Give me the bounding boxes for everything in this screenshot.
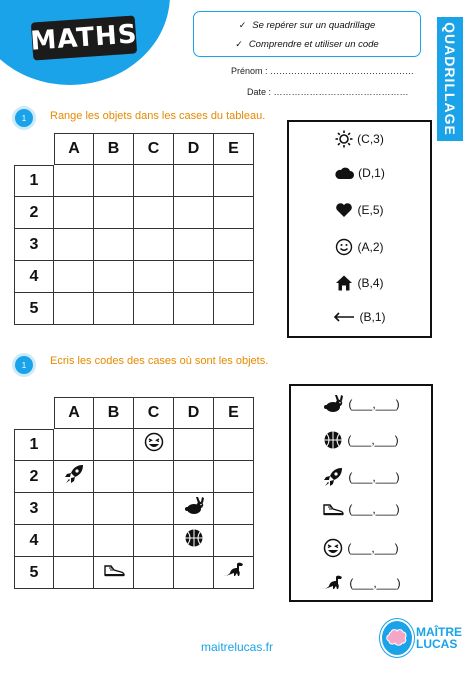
sneaker-icon bbox=[103, 563, 125, 582]
legend-code: (___,___) bbox=[348, 502, 400, 516]
grid-cell[interactable] bbox=[134, 229, 174, 261]
legend-item bbox=[291, 466, 431, 488]
legend-code: (___,___) bbox=[348, 470, 400, 484]
grid-column-header: A bbox=[54, 397, 94, 429]
legend-item bbox=[289, 166, 430, 180]
cloud-icon bbox=[334, 166, 354, 180]
legend-code: (B,4) bbox=[357, 276, 384, 290]
rocket-icon bbox=[63, 463, 85, 490]
grid-cell[interactable] bbox=[214, 493, 254, 525]
brain-icon bbox=[380, 619, 414, 657]
grid-cell[interactable] bbox=[94, 261, 134, 293]
grid-column-header: B bbox=[94, 133, 134, 165]
rabbit-icon bbox=[322, 394, 344, 414]
grid-corner bbox=[14, 397, 54, 429]
dinosaur-icon bbox=[222, 561, 246, 584]
grid-row-header: 5 bbox=[14, 557, 54, 589]
rocket-icon bbox=[322, 466, 344, 488]
legend-code: (___,___) bbox=[347, 433, 399, 447]
legend-item bbox=[289, 202, 430, 218]
grid-cell[interactable] bbox=[174, 429, 214, 461]
grid-row-header: 1 bbox=[14, 165, 54, 197]
grid-exercise-1 bbox=[14, 133, 254, 325]
grid-cell[interactable] bbox=[54, 493, 94, 525]
objective-text: Comprendre et utiliser un code bbox=[248, 39, 379, 50]
grid-cell[interactable] bbox=[94, 461, 134, 493]
grid-column-header: D bbox=[174, 397, 214, 429]
grid-cell[interactable] bbox=[94, 525, 134, 557]
grid-column-header: D bbox=[174, 133, 214, 165]
grid-cell[interactable] bbox=[134, 525, 174, 557]
grid-cell[interactable] bbox=[214, 165, 254, 197]
legend-item bbox=[291, 394, 431, 414]
grid-exercise-2 bbox=[14, 397, 254, 589]
grid-cell[interactable] bbox=[54, 165, 94, 197]
check-icon: ✓ bbox=[235, 39, 243, 49]
grid-cell[interactable] bbox=[214, 229, 254, 261]
legend-item bbox=[289, 130, 430, 148]
grid-cell[interactable] bbox=[174, 229, 214, 261]
sun-icon bbox=[335, 130, 353, 148]
arrow-left-icon bbox=[333, 312, 355, 322]
legend-code: (D,1) bbox=[358, 166, 385, 180]
grid-cell[interactable] bbox=[54, 229, 94, 261]
legend-code: (___,___) bbox=[348, 397, 400, 411]
dinosaur-icon bbox=[321, 574, 345, 592]
exercise-number: 1 bbox=[15, 356, 33, 374]
objective-text: Se repérer sur un quadrillage bbox=[252, 20, 376, 31]
logo-text-bottom: LUCAS bbox=[416, 637, 458, 651]
grid-cell[interactable] bbox=[214, 429, 254, 461]
legend-item bbox=[289, 238, 430, 256]
grid-cell[interactable] bbox=[134, 429, 174, 461]
grid-column-header: A bbox=[54, 133, 94, 165]
grid-cell[interactable] bbox=[134, 165, 174, 197]
grid-row-header: 2 bbox=[14, 461, 54, 493]
grid-cell[interactable] bbox=[94, 293, 134, 325]
grid-cell[interactable] bbox=[54, 293, 94, 325]
grid-row-header: 2 bbox=[14, 197, 54, 229]
legend-exercise-1 bbox=[287, 120, 432, 338]
exercise-number: 1 bbox=[15, 109, 33, 127]
rabbit-icon bbox=[183, 496, 205, 521]
grid-cell[interactable] bbox=[94, 493, 134, 525]
grid-row-header: 1 bbox=[14, 429, 54, 461]
grid-cell[interactable] bbox=[174, 165, 214, 197]
grid-cell[interactable] bbox=[134, 197, 174, 229]
grid-cell[interactable] bbox=[214, 261, 254, 293]
grid-row-header: 4 bbox=[14, 525, 54, 557]
heart-icon bbox=[335, 202, 353, 218]
grid-cell[interactable] bbox=[214, 293, 254, 325]
objective-item bbox=[202, 35, 412, 54]
grid-row-header: 4 bbox=[14, 261, 54, 293]
grid-column-header: C bbox=[134, 133, 174, 165]
objectives-box bbox=[193, 11, 421, 57]
basketball-icon bbox=[323, 430, 343, 450]
legend-exercise-2 bbox=[289, 384, 433, 602]
legend-item bbox=[291, 574, 431, 592]
grid-cell[interactable] bbox=[174, 557, 214, 589]
grid-row-header: 5 bbox=[14, 293, 54, 325]
grid-row-header: 3 bbox=[14, 493, 54, 525]
grid-corner bbox=[14, 133, 54, 165]
grid-cell[interactable] bbox=[214, 461, 254, 493]
prenom-field[interactable]: Prénom : ………………………………………… bbox=[231, 66, 415, 76]
maths-badge bbox=[31, 15, 137, 60]
exercise-title: Range les objets dans les cases du tableau. bbox=[50, 110, 266, 122]
date-field[interactable]: Date : ……………………………………… bbox=[247, 87, 409, 97]
grid-column-header: C bbox=[134, 397, 174, 429]
grid-cell[interactable] bbox=[94, 557, 134, 589]
legend-item bbox=[291, 430, 431, 450]
grid-cell[interactable] bbox=[134, 261, 174, 293]
logo-text-top: MAÎTRE bbox=[416, 625, 462, 639]
grid-cell[interactable] bbox=[94, 165, 134, 197]
legend-item bbox=[289, 310, 430, 324]
laughing-emoji-icon bbox=[323, 538, 343, 558]
grid-cell[interactable] bbox=[94, 429, 134, 461]
grid-column-header: E bbox=[214, 133, 254, 165]
grid-row-header: 3 bbox=[14, 229, 54, 261]
grid-cell[interactable] bbox=[174, 293, 214, 325]
grid-cell[interactable] bbox=[54, 461, 94, 493]
maths-badge-label: MATHS bbox=[29, 19, 139, 57]
side-label bbox=[437, 17, 463, 141]
legend-item bbox=[291, 538, 431, 558]
grid-cell[interactable] bbox=[174, 525, 214, 557]
basketball-icon bbox=[184, 528, 204, 553]
grid-cell[interactable] bbox=[94, 197, 134, 229]
grid-cell[interactable] bbox=[134, 293, 174, 325]
legend-code: (A,2) bbox=[357, 240, 384, 254]
grid-cell[interactable] bbox=[214, 197, 254, 229]
legend-item bbox=[291, 502, 431, 516]
legend-code: (B,1) bbox=[359, 310, 386, 324]
grid-cell[interactable] bbox=[54, 429, 94, 461]
exercise-title: Ecris les codes des cases où sont les objets. bbox=[50, 355, 269, 367]
grid-cell[interactable] bbox=[214, 557, 254, 589]
side-label-text: QUADRILLAGE bbox=[442, 22, 459, 136]
grid-cell[interactable] bbox=[134, 557, 174, 589]
grid-cell[interactable] bbox=[134, 493, 174, 525]
grid-cell[interactable] bbox=[94, 229, 134, 261]
legend-code: (___,___) bbox=[347, 541, 399, 555]
grid-cell[interactable] bbox=[174, 197, 214, 229]
grid-cell[interactable] bbox=[54, 557, 94, 589]
house-icon bbox=[335, 274, 353, 292]
check-icon: ✓ bbox=[238, 20, 247, 30]
legend-item bbox=[289, 274, 430, 292]
grid-cell[interactable] bbox=[174, 261, 214, 293]
grid-cell[interactable] bbox=[134, 461, 174, 493]
grid-cell[interactable] bbox=[54, 261, 94, 293]
grid-cell[interactable] bbox=[174, 493, 214, 525]
legend-code: (E,5) bbox=[357, 203, 384, 217]
grid-cell[interactable] bbox=[54, 525, 94, 557]
maitre-lucas-logo bbox=[380, 618, 462, 658]
objective-item bbox=[202, 16, 412, 35]
smiley-icon bbox=[335, 238, 353, 256]
grid-cell[interactable] bbox=[174, 461, 214, 493]
laughing-emoji-icon bbox=[144, 432, 164, 457]
grid-column-header: B bbox=[94, 397, 134, 429]
grid-cell[interactable] bbox=[214, 525, 254, 557]
sneaker-icon bbox=[322, 502, 344, 516]
footer-site[interactable]: maitrelucas.fr bbox=[200, 640, 274, 654]
grid-column-header: E bbox=[214, 397, 254, 429]
legend-code: (C,3) bbox=[357, 132, 384, 146]
legend-code: (___,___) bbox=[349, 576, 401, 590]
grid-cell[interactable] bbox=[54, 197, 94, 229]
